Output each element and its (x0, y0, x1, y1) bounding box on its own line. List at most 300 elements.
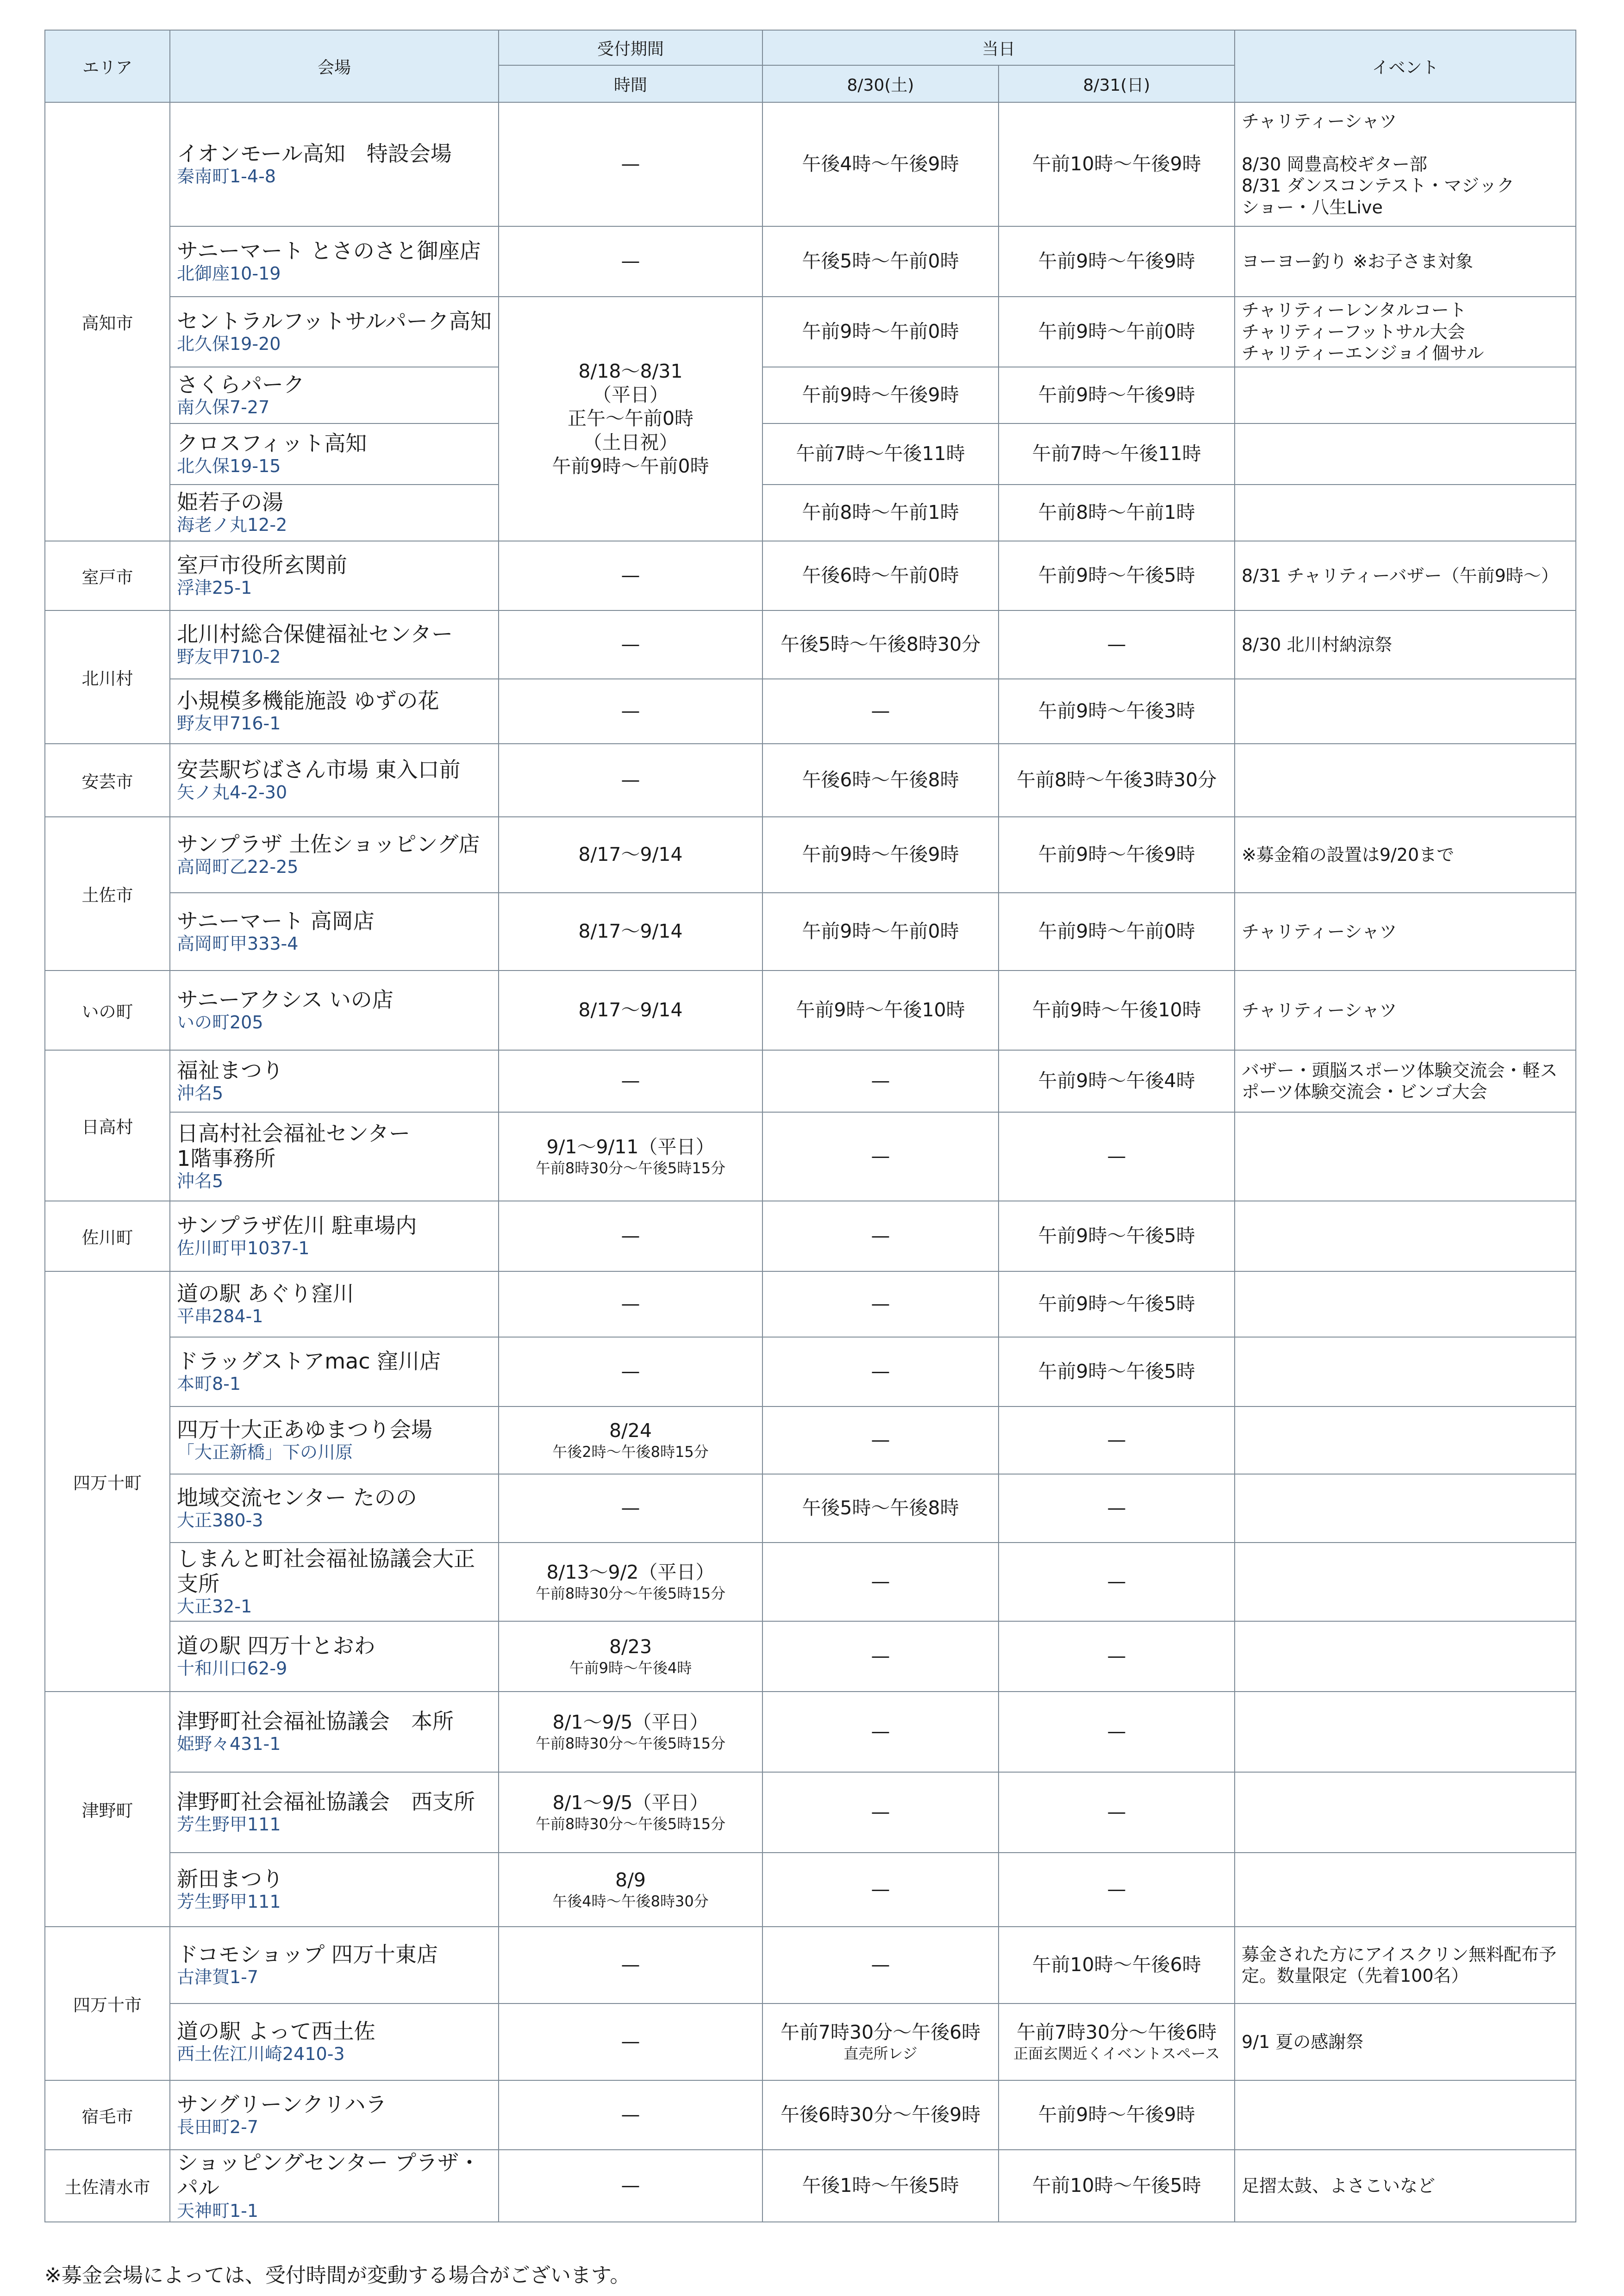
venue-name: 地域交流センター たのの (177, 1485, 417, 1511)
day-time: 午前9時～午後5時 (1038, 564, 1195, 587)
venue-name: 姫若子の湯 (177, 490, 283, 515)
venue-cell (170, 297, 499, 367)
day-831-cell (999, 679, 1235, 744)
venue-address: 海老ノ丸12-2 (177, 515, 287, 535)
reception-main: 8/1～9/5（平日） (552, 1792, 709, 1814)
event-cell (1235, 367, 1576, 423)
table-row (45, 1772, 1576, 1853)
venue-name: 新田まつり (177, 1867, 283, 1892)
day-time: 午前8時～午前1時 (1038, 501, 1195, 524)
day-time: 午前10時～午後6時 (1032, 1954, 1201, 1976)
day-831-cell (999, 2080, 1235, 2150)
day-time: 午前8時～午前1時 (802, 501, 959, 524)
venue-cell (170, 1406, 499, 1474)
reception-cell (499, 817, 762, 893)
venue-cell (170, 485, 499, 541)
day-830-cell (762, 1692, 999, 1772)
venue-address: 平串284-1 (177, 1306, 263, 1327)
day-830-cell (762, 102, 999, 226)
day-831-cell (999, 744, 1235, 817)
reception-main: — (621, 1360, 640, 1383)
day-831-cell (999, 1201, 1235, 1271)
area-cell: 日高村 (45, 1050, 170, 1201)
venue-address: 矢ノ丸4-2-30 (177, 782, 287, 803)
area-cell: 北川村 (45, 610, 170, 744)
day-831-cell (999, 971, 1235, 1050)
day-831-cell (999, 893, 1235, 971)
event-cell (1235, 1201, 1576, 1271)
day-831-cell (999, 1112, 1235, 1201)
day-time: 午後1時～午後5時 (802, 2174, 959, 2197)
reception-cell (499, 541, 762, 610)
reception-sub: 午前8時30分～午後5時15分 (535, 1159, 726, 1177)
day-time: 午前9時～午後5時 (1038, 1360, 1195, 1383)
day-time: 午後6時30分～午後9時 (780, 2103, 981, 2126)
day-time: 午前9時～午後9時 (802, 843, 959, 866)
day-time: 午前8時～午後3時30分 (1016, 769, 1217, 791)
event-cell: 9/1 夏の感謝祭 (1235, 2004, 1576, 2080)
table-row (45, 367, 1576, 423)
reception-main: — (621, 153, 640, 175)
venue-address: 本町8-1 (177, 1374, 241, 1394)
event-cell (1235, 744, 1576, 817)
reception-main: 8/24 (609, 1419, 652, 1442)
event-cell: チャリティーシャツ (1235, 893, 1576, 971)
table-row (45, 971, 1576, 1050)
venue-cell (170, 1621, 499, 1692)
venue-table-wrapper (44, 30, 1575, 2222)
day-time: — (1107, 1801, 1126, 1823)
venue-address: 西土佐江川崎2410-3 (177, 2044, 345, 2065)
day-time: 午前9時～午後9時 (802, 384, 959, 406)
day-830-cell (762, 1050, 999, 1112)
reception-cell (499, 1201, 762, 1271)
day-time: 午前7時30分～午後6時 (1016, 2021, 1217, 2044)
day-830-cell (762, 1927, 999, 2004)
event-cell (1235, 1112, 1576, 1201)
day-time: — (1107, 633, 1126, 656)
day-831-cell (999, 102, 1235, 226)
day-830-cell (762, 2080, 999, 2150)
reception-cell (499, 1271, 762, 1337)
day-831-cell (999, 1406, 1235, 1474)
venue-cell (170, 1772, 499, 1853)
header-area: エリア (45, 30, 170, 102)
venue-name: サニーアクシス いの店 (177, 987, 394, 1013)
venue-address: 沖名5 (177, 1083, 224, 1104)
day-time: — (871, 1225, 890, 1247)
reception-main: — (621, 2174, 640, 2197)
reception-cell (499, 1927, 762, 2004)
day-time: 午前9時～午後3時 (1038, 700, 1195, 722)
event-cell (1235, 1406, 1576, 1474)
day-time: — (871, 1145, 890, 1168)
area-cell: 四万十市 (45, 1927, 170, 2080)
reception-main: 8/1～9/5（平日） (552, 1711, 709, 1734)
day-time: 午前9時～午後10時 (796, 999, 965, 1021)
venue-address: 大正380-3 (177, 1510, 263, 1531)
venue-address: 高岡町甲333-4 (177, 933, 299, 954)
venue-name: 小規模多機能施設 ゆずの花 (177, 688, 439, 714)
venue-address: 高岡町乙22-25 (177, 857, 299, 877)
table-row (45, 1050, 1576, 1112)
area-cell: 高知市 (45, 102, 170, 541)
day-831-cell (999, 423, 1235, 485)
day-831-cell (999, 610, 1235, 679)
day-time: 午前10時～午後5時 (1032, 2174, 1201, 2197)
reception-period-shared: 8/18～8/31 （平日） 正午～午前0時 （土日祝） 午前9時～午前0時 (499, 297, 762, 541)
day-time: 午前9時～午後9時 (1038, 2103, 1195, 2126)
day-time: 午前9時～午前0時 (1038, 320, 1195, 343)
day-time: — (1107, 1878, 1126, 1901)
venue-name: サンプラザ 土佐ショッピング店 (177, 832, 480, 857)
reception-sub: 午前8時30分～午後5時15分 (535, 1734, 726, 1752)
venue-cell (170, 1692, 499, 1772)
day-time: 午後5時～午後8時 (802, 1497, 959, 1519)
day-time: — (1107, 1497, 1126, 1519)
day-time: 午前9時～午後10時 (1032, 999, 1201, 1021)
event-cell: 足摺太鼓、よさこいなど (1235, 2150, 1576, 2222)
venue-name: 津野町社会福祉協議会 本所 (177, 1709, 454, 1734)
venue-name: ドコモショップ 四万十東店 (177, 1942, 438, 1967)
event-cell: 8/31 チャリティーバザー（午前9時～） (1235, 541, 1576, 610)
venue-cell (170, 817, 499, 893)
venue-name: セントラルフットサルパーク高知 (177, 309, 492, 334)
table-row (45, 679, 1576, 744)
venue-name: 道の駅 四万十とおわ (177, 1633, 375, 1659)
day-830-cell (762, 226, 999, 297)
day-830-cell (762, 1543, 999, 1621)
reception-cell (499, 1853, 762, 1927)
venue-name: しまんと町社会福祉協議会大正支所 (177, 1546, 475, 1597)
day-time: 午後6時～午後8時 (802, 769, 959, 791)
day-time: 午前9時～午後9時 (1038, 843, 1195, 866)
venue-cell (170, 610, 499, 679)
day-time: — (871, 1801, 890, 1823)
table-row (45, 1621, 1576, 1692)
table-row (45, 102, 1576, 226)
area-cell: 土佐市 (45, 817, 170, 971)
table-row (45, 1201, 1576, 1271)
reception-main: — (621, 1497, 640, 1519)
day-time: — (871, 700, 890, 722)
reception-cell (499, 610, 762, 679)
day-830-cell (762, 297, 999, 367)
venue-name: サニーマート とさのさと御座店 (177, 238, 481, 264)
day-831-cell (999, 226, 1235, 297)
day-time: — (1107, 1720, 1126, 1743)
table-row (45, 1337, 1576, 1406)
day-830-cell (762, 1772, 999, 1853)
venue-name: 道の駅 あぐり窪川 (177, 1281, 354, 1307)
reception-main: — (621, 1070, 640, 1092)
day-time: 午後4時～午後9時 (802, 153, 959, 175)
venue-address: 浮津25-1 (177, 578, 252, 598)
reception-sub: 午後4時～午後8時30分 (552, 1892, 709, 1910)
day-830-cell (762, 893, 999, 971)
table-row (45, 1271, 1576, 1337)
reception-cell (499, 1112, 762, 1201)
table-row (45, 485, 1576, 541)
venue-cell (170, 1050, 499, 1112)
table-row (45, 2150, 1576, 2222)
venue-cell (170, 1543, 499, 1621)
venue-cell (170, 541, 499, 610)
venue-cell (170, 679, 499, 744)
day-831-cell (999, 1474, 1235, 1543)
venue-name: 福祉まつり (177, 1058, 283, 1083)
day-time: 午前9時～午後9時 (1038, 384, 1195, 406)
event-cell: チャリティーレンタルコート チャリティーフットサル大会 チャリティーエンジョイ個サル (1235, 297, 1576, 367)
event-cell (1235, 1543, 1576, 1621)
area-cell: 四万十町 (45, 1271, 170, 1692)
day-time: 午前9時～午前0時 (802, 320, 959, 343)
day-831-cell (999, 1621, 1235, 1692)
event-cell: バザー・頭脳スポーツ体験交流会・軽スポーツ体験交流会・ビンゴ大会 (1235, 1050, 1576, 1112)
reception-cell (499, 2080, 762, 2150)
event-cell (1235, 1271, 1576, 1337)
day-831-cell (999, 2150, 1235, 2222)
day-830-cell (762, 1853, 999, 1927)
reception-cell (499, 1406, 762, 1474)
reception-cell (499, 893, 762, 971)
reception-cell (499, 1050, 762, 1112)
table-row (45, 1474, 1576, 1543)
venue-address: 南久保7-27 (177, 397, 270, 418)
venue-address: 「大正新橋」下の川原 (177, 1442, 353, 1463)
venue-cell (170, 1927, 499, 2004)
table-row (45, 1853, 1576, 1927)
area-cell: 津野町 (45, 1692, 170, 1927)
reception-main: — (621, 1225, 640, 1247)
venue-cell (170, 2150, 499, 2222)
venue-cell (170, 1853, 499, 1927)
day-time: 午後5時～午後8時30分 (780, 633, 981, 656)
day-note: 直売所レジ (843, 2044, 918, 2062)
day-831-cell (999, 1543, 1235, 1621)
venue-cell (170, 2004, 499, 2080)
day-time: 午前7時30分～午後6時 (780, 2021, 981, 2044)
venue-cell (170, 1271, 499, 1337)
table-row (45, 893, 1576, 971)
day-830-cell (762, 541, 999, 610)
venue-address: 佐川町甲1037-1 (177, 1238, 310, 1259)
header-event: イベント (1235, 30, 1576, 102)
reception-main: — (621, 769, 640, 791)
table-row (45, 423, 1576, 485)
day-830-cell (762, 971, 999, 1050)
reception-main: — (621, 2103, 640, 2126)
reception-main: — (621, 2030, 640, 2053)
venue-address: 芳生野甲111 (177, 1814, 281, 1835)
day-time: 午前9時～午前0時 (802, 920, 959, 943)
event-cell (1235, 679, 1576, 744)
reception-sub: 午前9時～午後4時 (569, 1659, 692, 1677)
venue-address: 北久保19-20 (177, 334, 281, 355)
venue-cell (170, 744, 499, 817)
day-830-cell (762, 1201, 999, 1271)
day-time: — (871, 1070, 890, 1092)
day-time: — (871, 1293, 890, 1315)
day-830-cell (762, 423, 999, 485)
day-831-cell (999, 541, 1235, 610)
day-831-cell (999, 1927, 1235, 2004)
table-row (45, 1927, 1576, 2004)
day-time: 午後5時～午前0時 (802, 250, 959, 273)
table-row (45, 817, 1576, 893)
venue-name: サンプラザ佐川 駐車場内 (177, 1213, 417, 1238)
reception-cell (499, 102, 762, 226)
day-time: 午後6時～午前0時 (802, 564, 959, 587)
event-cell (1235, 1692, 1576, 1772)
venue-address: 沖名5 (177, 1171, 224, 1192)
day-time: — (871, 1429, 890, 1451)
reception-cell (499, 971, 762, 1050)
day-note: 正面玄関近くイベントスペース (1013, 2044, 1220, 2062)
venue-address: 古津賀1-7 (177, 1967, 259, 1988)
venue-cell (170, 893, 499, 971)
area-cell: 室戸市 (45, 541, 170, 610)
venue-address: 北御座10-19 (177, 263, 281, 284)
reception-main: 8/17～9/14 (578, 920, 683, 943)
venue-address: いの町205 (177, 1012, 263, 1033)
day-831-cell (999, 367, 1235, 423)
day-time: 午前9時～午前0時 (1038, 920, 1195, 943)
day-time: 午前10時～午後9時 (1032, 153, 1201, 175)
venue-address: 姫野々431-1 (177, 1734, 281, 1755)
reception-main: 9/1～9/11（平日） (546, 1136, 715, 1158)
day-831-cell (999, 1050, 1235, 1112)
day-830-cell (762, 817, 999, 893)
day-831-cell (999, 817, 1235, 893)
day-830-cell (762, 2004, 999, 2080)
area-cell: 宿毛市 (45, 2080, 170, 2150)
day-time: — (1107, 1429, 1126, 1451)
reception-sub: 午前8時30分～午後5時15分 (535, 1815, 726, 1833)
day-time: — (871, 1720, 890, 1743)
day-time: — (871, 1360, 890, 1383)
day-830-cell (762, 1271, 999, 1337)
day-830-cell (762, 1406, 999, 1474)
header-date-830: 8/30(土) (762, 65, 999, 102)
venue-name: ショッピングセンター プラザ・パル (177, 2150, 480, 2201)
event-cell: チャリティーシャツ (1235, 971, 1576, 1050)
header-time: 時間 (499, 65, 762, 102)
venue-address: 芳生野甲111 (177, 1892, 281, 1912)
table-row (45, 541, 1576, 610)
venue-cell (170, 423, 499, 485)
day-831-cell (999, 1853, 1235, 1927)
header-date-831: 8/31(日) (999, 65, 1235, 102)
header-reception: 受付期間 (499, 30, 762, 65)
reception-sub: 午後2時～午後8時15分 (552, 1443, 709, 1461)
day-time: — (1107, 1570, 1126, 1593)
table-row (45, 2004, 1576, 2080)
day-830-cell (762, 610, 999, 679)
venue-name: 北川村総合保健福祉センター (177, 622, 453, 647)
reception-main: 8/9 (615, 1869, 646, 1892)
day-830-cell (762, 1112, 999, 1201)
reception-cell (499, 744, 762, 817)
event-cell (1235, 1337, 1576, 1406)
event-cell (1235, 1853, 1576, 1927)
venue-address: 天神町1-1 (177, 2200, 259, 2221)
reception-main: 8/13～9/2（平日） (546, 1561, 715, 1584)
venue-address: 北久保19-15 (177, 456, 281, 477)
area-cell: 土佐清水市 (45, 2150, 170, 2222)
day-830-cell (762, 679, 999, 744)
venue-name: 津野町社会福祉協議会 西支所 (177, 1789, 475, 1815)
venue-cell (170, 226, 499, 297)
day-time: — (871, 1645, 890, 1668)
venue-name: 室戸市役所玄関前 (177, 553, 347, 578)
reception-cell (499, 2004, 762, 2080)
reception-main: 8/17～9/14 (578, 843, 683, 866)
venue-table (44, 30, 1576, 2222)
venue-address: 大正32-1 (177, 1596, 252, 1617)
venue-address: 十和川口62-9 (177, 1658, 287, 1679)
venue-name: クロスフィット高知 (177, 431, 367, 456)
table-row (45, 226, 1576, 297)
day-time: 午前9時～午後5時 (1038, 1293, 1195, 1315)
venue-name: 安芸駅ぢばさん市場 東入口前 (177, 757, 461, 783)
day-time: — (1107, 1645, 1126, 1668)
reception-main: 8/17～9/14 (578, 999, 683, 1021)
day-831-cell (999, 1772, 1235, 1853)
reception-sub: 午前8時30分～午後5時15分 (535, 1584, 726, 1602)
table-row (45, 610, 1576, 679)
day-time: — (871, 1570, 890, 1593)
reception-main: — (621, 700, 640, 722)
reception-main: — (621, 633, 640, 656)
venue-cell (170, 367, 499, 423)
event-cell: チャリティーシャツ 8/30 岡豊高校ギター部 8/31 ダンスコンテスト・マジック ショー・八生Live (1235, 102, 1576, 226)
reception-cell (499, 1621, 762, 1692)
table-row (45, 744, 1576, 817)
event-cell (1235, 1772, 1576, 1853)
day-831-cell (999, 485, 1235, 541)
reception-cell (499, 1772, 762, 1853)
day-time: 午前9時～午後9時 (1038, 250, 1195, 273)
venue-name: サングリーンクリハラ (177, 2092, 387, 2117)
reception-main: — (621, 250, 640, 273)
day-time: 午前9時～午後5時 (1038, 1225, 1195, 1247)
day-time: — (871, 1954, 890, 1976)
day-time: — (1107, 1145, 1126, 1168)
area-cell: 安芸市 (45, 744, 170, 817)
area-cell: いの町 (45, 971, 170, 1050)
reception-cell (499, 226, 762, 297)
venue-name: イオンモール高知 特設会場 (177, 141, 452, 167)
table-body (45, 102, 1576, 2222)
reception-main: 8/23 (609, 1636, 652, 1658)
reception-cell (499, 1543, 762, 1621)
event-cell: 8/30 北川村納涼祭 (1235, 610, 1576, 679)
day-830-cell (762, 485, 999, 541)
table-row (45, 1112, 1576, 1201)
day-830-cell (762, 1621, 999, 1692)
reception-cell (499, 1337, 762, 1406)
event-cell (1235, 1474, 1576, 1543)
day-time: 午前7時～午後11時 (1032, 442, 1201, 465)
venue-cell (170, 1337, 499, 1406)
venue-address: 秦南町1-4-8 (177, 166, 276, 187)
event-cell (1235, 423, 1576, 485)
day-830-cell (762, 1337, 999, 1406)
event-cell (1235, 485, 1576, 541)
venue-cell (170, 2080, 499, 2150)
venue-name: さくらパーク (177, 372, 305, 398)
